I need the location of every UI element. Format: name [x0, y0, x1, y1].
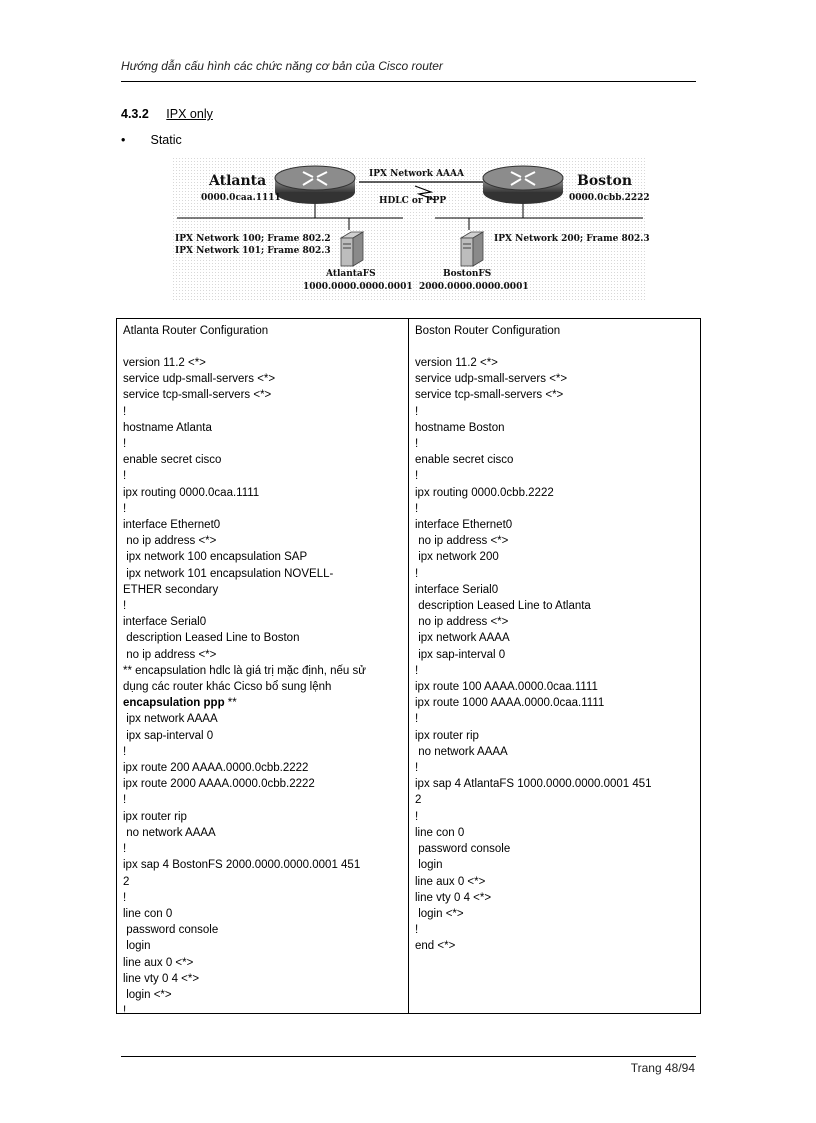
config-line: ipx route 1000 AAAA.0000.0caa.1111	[415, 697, 605, 710]
config-line: version 11.2 <*>	[415, 357, 498, 369]
config-line: !	[415, 502, 419, 515]
atlanta-config-column	[117, 319, 409, 1018]
config-line: interface Ethernet0	[123, 519, 221, 532]
left-network-2-label: IPX Network 101; Frame 802.3	[175, 246, 331, 256]
config-line: description Leased Line to Boston	[123, 632, 300, 645]
config-line-bold: encapsulation ppp	[123, 697, 225, 710]
config-line: ipx route 100 AAAA.0000.0caa.1111	[415, 681, 598, 694]
config-line: line vty 0 4 <*>	[123, 972, 200, 985]
config-line: !	[123, 843, 127, 856]
boston-router-icon	[483, 166, 563, 204]
footer-rule	[121, 1056, 696, 1057]
config-line: !	[415, 924, 419, 937]
config-line: dụng các router khác Cicso bổ sung lệnh	[123, 681, 332, 694]
config-line: no ip address <*>	[415, 616, 509, 629]
config-line: !	[415, 438, 419, 451]
config-line: ipx sap 4 BostonFS 2000.0000.0000.0001 451	[123, 859, 361, 872]
bostonfs-address: 2000.0000.0000.0001	[419, 282, 529, 292]
section-title: IPX only	[166, 107, 213, 121]
atlanta-config-lines	[123, 355, 402, 1019]
config-line: ** encapsulation hdlc là giá trị mặc định, nếu sử	[123, 664, 366, 677]
boston-label: Boston	[577, 173, 633, 189]
config-line: enable secret cisco	[415, 454, 514, 467]
config-line: ipx network AAAA	[123, 713, 218, 726]
config-line: line aux 0 <*>	[415, 875, 486, 888]
config-line: description Leased Line to Atlanta	[415, 600, 591, 613]
boston-address: 0000.0cbb.2222	[569, 193, 650, 203]
config-line: login	[123, 940, 151, 953]
atlanta-config-title: Atlanta Router Configuration	[123, 325, 269, 337]
config-line: line con 0	[415, 826, 465, 839]
atlantafs-server-icon	[341, 232, 363, 266]
config-line: no ip address <*>	[415, 535, 509, 548]
config-line: ipx route 200 AAAA.0000.0cbb.2222	[123, 762, 309, 775]
bostonfs-name: BostonFS	[443, 269, 492, 279]
config-line: 2	[123, 875, 130, 888]
config-line: login <*>	[415, 907, 464, 920]
config-line: ipx router rip	[123, 810, 187, 823]
config-line: hostname Boston	[415, 421, 505, 434]
network-diagram	[173, 158, 650, 300]
bullet-text: Static	[150, 133, 182, 147]
boston-config-lines	[415, 355, 694, 955]
atlantafs-address: 1000.0000.0000.0001	[303, 282, 413, 292]
config-line: ipx network AAAA	[415, 632, 510, 645]
config-line: ipx network 200	[415, 551, 499, 564]
config-line: !	[415, 810, 419, 823]
config-line: ipx network 100 encapsulation SAP	[123, 551, 308, 564]
section-number: 4.3.2	[121, 107, 149, 121]
config-table	[116, 318, 701, 1018]
page-header: Hướng dẫn cấu hình các chức năng cơ bản của Cisco router	[121, 59, 443, 73]
atlantafs-name: AtlantaFS	[326, 269, 376, 279]
atlanta-router-icon	[275, 166, 355, 204]
config-line: !	[123, 891, 127, 904]
boston-config-title: Boston Router Configuration	[415, 325, 561, 337]
config-line: hostname Atlanta	[123, 421, 212, 434]
config-line: !	[123, 470, 127, 483]
config-line: line aux 0 <*>	[123, 956, 194, 969]
config-line-suffix: **	[224, 697, 237, 710]
section-heading	[121, 107, 213, 121]
config-line: line vty 0 4 <*>	[415, 891, 492, 904]
config-line: service udp-small-servers <*>	[415, 373, 568, 386]
config-line: ipx routing 0000.0caa.1111	[123, 486, 260, 499]
config-line: ipx sap 4 AtlantaFS 1000.0000.0000.0001 451	[415, 778, 652, 791]
config-line: no network AAAA	[123, 826, 216, 839]
bostonfs-server-icon	[461, 232, 483, 266]
config-line: login <*>	[123, 988, 172, 1001]
config-line: password console	[123, 924, 219, 937]
left-network-1-label: IPX Network 100; Frame 802.2	[175, 234, 331, 244]
config-line: !	[123, 1005, 127, 1018]
config-line: password console	[415, 843, 511, 856]
config-line: !	[415, 470, 419, 483]
link-network-label: IPX Network AAAA	[369, 169, 464, 179]
config-line	[123, 695, 402, 711]
config-line: version 11.2 <*>	[123, 357, 206, 369]
config-line: ipx network 101 encapsulation NOVELL-	[123, 567, 334, 580]
config-line: interface Serial0	[123, 616, 207, 629]
config-line: service udp-small-servers <*>	[123, 373, 276, 386]
config-line: ipx routing 0000.0cbb.2222	[415, 486, 554, 499]
config-line: ipx sap-interval 0	[123, 729, 214, 742]
config-line: line con 0	[123, 907, 173, 920]
config-line: !	[415, 405, 419, 418]
config-line: !	[123, 794, 127, 807]
config-line: !	[123, 405, 127, 418]
config-line: enable secret cisco	[123, 454, 222, 467]
config-line: !	[415, 664, 419, 677]
config-line: no network AAAA	[415, 745, 508, 758]
config-line: !	[123, 502, 127, 515]
right-network-label: IPX Network 200; Frame 802.3	[494, 234, 650, 244]
config-line: !	[123, 745, 127, 758]
config-line: interface Ethernet0	[415, 519, 513, 532]
page-number: Trang 48/94	[630, 1061, 695, 1075]
config-line: ETHER secondary	[123, 583, 219, 596]
bullet-icon: •	[121, 133, 126, 147]
config-line: ipx route 2000 AAAA.0000.0cbb.2222	[123, 778, 315, 791]
bullet-item	[121, 133, 182, 147]
config-line: service tcp-small-servers <*>	[415, 389, 564, 402]
config-line: !	[415, 762, 419, 775]
config-line: no ip address <*>	[123, 648, 217, 661]
boston-config-column	[409, 319, 700, 1013]
config-line: login	[415, 859, 443, 872]
config-line: ipx router rip	[415, 729, 479, 742]
header-rule	[121, 81, 696, 82]
config-line: 2	[415, 794, 422, 807]
config-line: !	[415, 713, 419, 726]
config-line: !	[123, 600, 127, 613]
config-line: service tcp-small-servers <*>	[123, 389, 272, 402]
config-line: !	[415, 567, 419, 580]
config-line: !	[123, 438, 127, 451]
config-line: end <*>	[415, 940, 456, 953]
config-line: ipx sap-interval 0	[415, 648, 506, 661]
atlanta-label: Atlanta	[209, 173, 267, 189]
config-line: interface Serial0	[415, 583, 499, 596]
config-line: no ip address <*>	[123, 535, 217, 548]
atlanta-address: 0000.0caa.1111	[201, 193, 281, 203]
link-type-label: HDLC or PPP	[379, 196, 447, 206]
